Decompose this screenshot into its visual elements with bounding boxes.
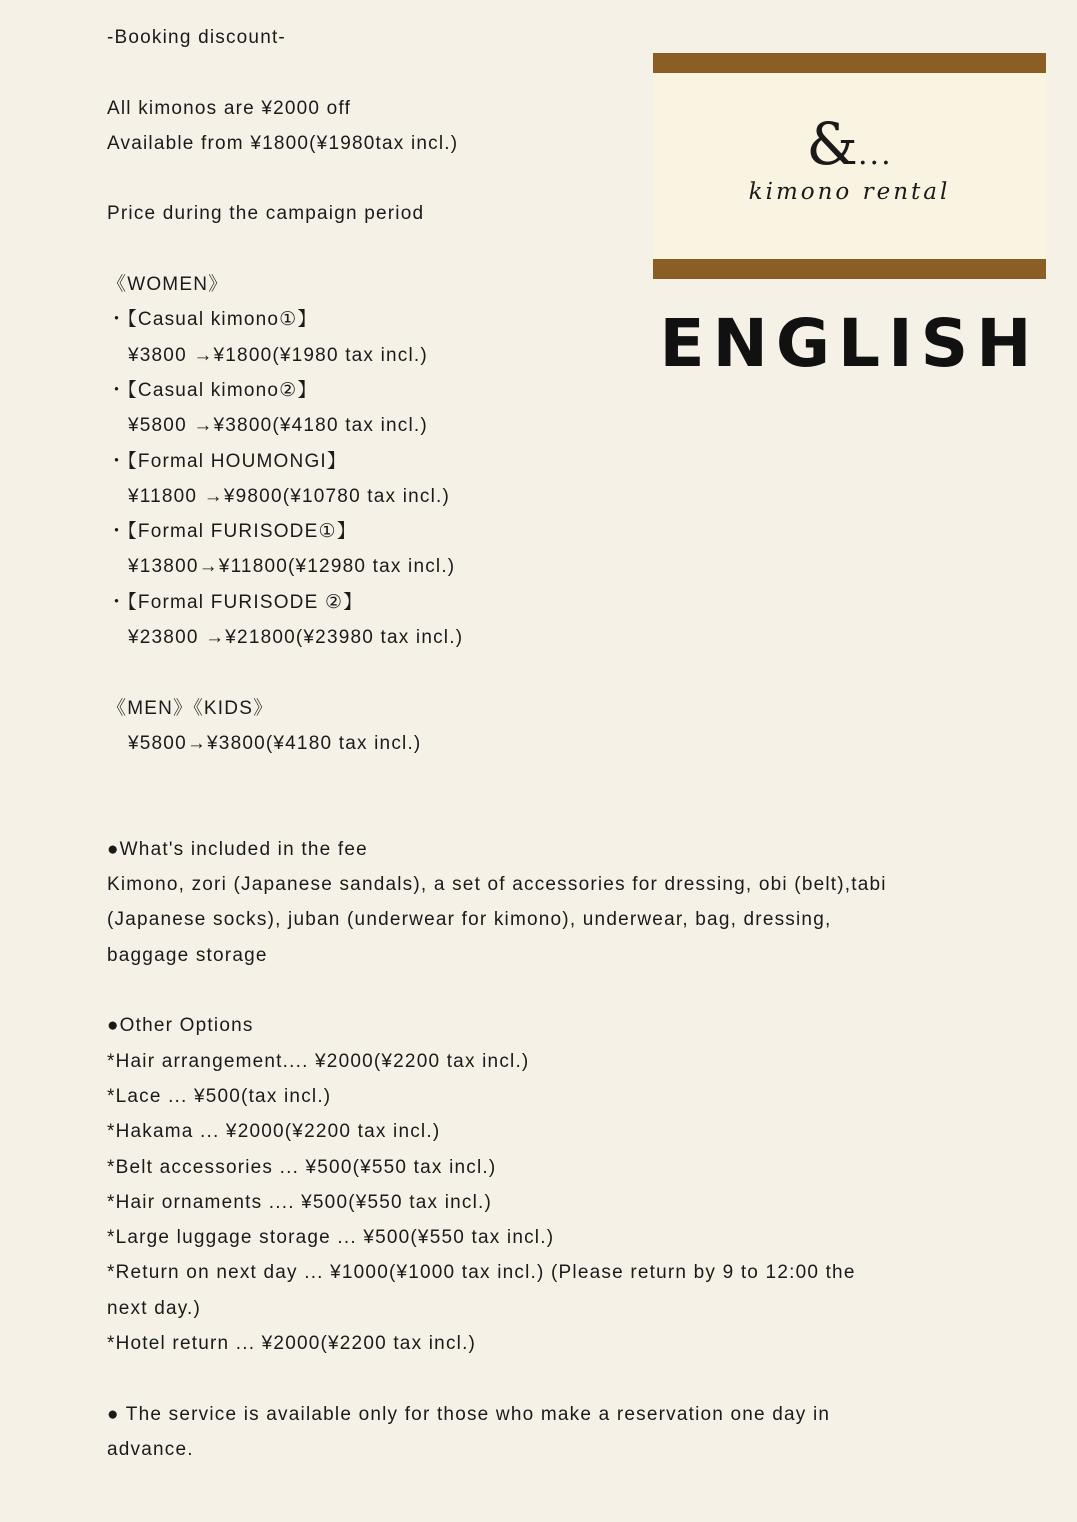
- discount-line-2: Available from ¥1800(¥1980tax incl.): [107, 132, 459, 154]
- women-item-name: ・【Casual kimono①】: [107, 309, 318, 331]
- option-item: *Hakama ... ¥2000(¥2200 tax incl.): [107, 1121, 441, 1143]
- campaign-period-label: Price during the campaign period: [107, 203, 425, 225]
- women-heading: 《WOMEN》: [107, 274, 229, 296]
- logo-ampersand: [653, 109, 1046, 190]
- women-item-name: ・【Formal FURISODE①】: [107, 521, 357, 543]
- option-item: next day.): [107, 1297, 202, 1319]
- women-item: [107, 373, 937, 444]
- option-item: *Hair ornaments .... ¥500(¥550 tax incl.): [107, 1191, 493, 1213]
- option-item: *Large luggage storage ... ¥500(¥550 tax incl.): [107, 1227, 555, 1249]
- women-item: [107, 444, 937, 515]
- men-kids-price: ¥5800→¥3800(¥4180 tax incl.): [128, 732, 422, 754]
- women-item-price: ¥3800 →¥1800(¥1980 tax incl.): [128, 344, 428, 366]
- brand-logo: [653, 53, 1046, 279]
- notice-line: ● The service is available only for those who make a reservation one day in: [107, 1403, 831, 1425]
- option-item: *Hair arrangement.... ¥2000(¥2200 tax incl.): [107, 1050, 530, 1072]
- options-heading: ●Other Options: [107, 1015, 254, 1037]
- men-kids-heading: 《MEN》《KIDS》: [107, 697, 274, 719]
- included-line: (Japanese socks), juban (underwear for kimono), underwear, bag, dressing,: [107, 909, 832, 931]
- women-item-name: ・【Formal HOUMONGI】: [107, 450, 348, 472]
- women-item-price: ¥11800 →¥9800(¥10780 tax incl.): [128, 485, 451, 507]
- women-item-name: ・【Formal FURISODE ②】: [107, 591, 364, 613]
- language-title: ENGLISH: [659, 305, 1040, 382]
- included-heading: ●What's included in the fee: [107, 838, 368, 860]
- women-item-price: ¥13800→¥11800(¥12980 tax incl.): [128, 556, 456, 578]
- option-item: *Return on next day ... ¥1000(¥1000 tax incl.) (Please return by 9 to 12:00 the: [107, 1262, 856, 1284]
- logo-dots: ...: [858, 137, 893, 172]
- logo-top-bar: [653, 53, 1046, 73]
- included-line: baggage storage: [107, 944, 268, 966]
- notice-line: advance.: [107, 1438, 194, 1460]
- option-item: *Belt accessories ... ¥500(¥550 tax incl.): [107, 1156, 497, 1178]
- women-item: [107, 585, 937, 656]
- included-line: Kimono, zori (Japanese sandals), a set of accessories for dressing, obi (belt),tabi: [107, 874, 887, 896]
- women-item-price: ¥23800 →¥21800(¥23980 tax incl.): [128, 627, 464, 649]
- women-item-name: ・【Casual kimono②】: [107, 379, 318, 401]
- logo-symbol: &: [806, 110, 859, 178]
- logo-subtitle: kimono rental: [748, 179, 951, 205]
- option-item: *Hotel return ... ¥2000(¥2200 tax incl.): [107, 1332, 477, 1354]
- option-item: *Lace ... ¥500(tax incl.): [107, 1085, 332, 1107]
- women-item: [107, 514, 937, 585]
- women-item-price: ¥5800 →¥3800(¥4180 tax incl.): [128, 415, 428, 437]
- discount-line-1: All kimonos are ¥2000 off: [107, 97, 352, 119]
- discount-heading: -Booking discount-: [107, 27, 286, 48]
- logo-bottom-bar: [653, 259, 1046, 279]
